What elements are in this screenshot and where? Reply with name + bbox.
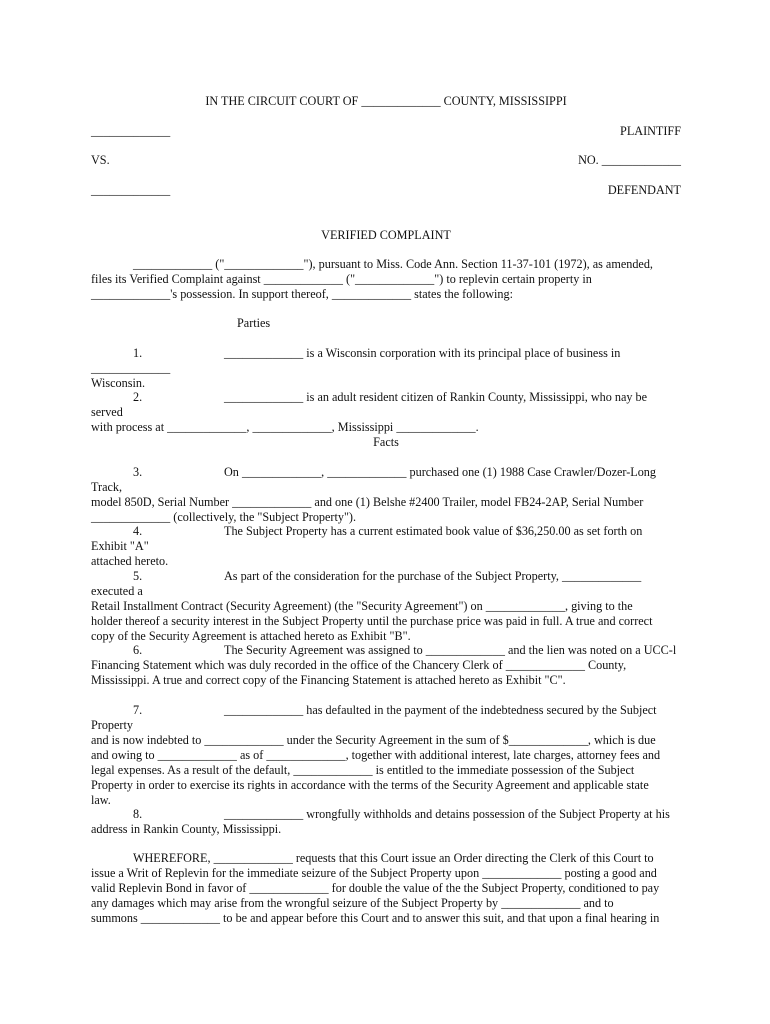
paragraph-line: copy of the Security Agreement is attached hereto as Exhibit "B". — [91, 629, 411, 643]
case-number: NO. _____________ — [578, 153, 681, 167]
intro-line: _____________ ("_____________"), pursuant to Miss. Code Ann. Section 11-37-101 (1972), as amended, — [133, 257, 653, 271]
paragraph-line: _____________ (collectively, the "Subject Property"). — [91, 510, 357, 524]
paragraph-number: 6. — [133, 643, 143, 657]
defendant-label: DEFENDANT — [607, 183, 681, 197]
paragraph-number: 2. — [133, 390, 143, 404]
paragraph-7 — [91, 703, 681, 808]
paragraph-5 — [91, 569, 681, 644]
paragraph-3 — [91, 465, 681, 525]
paragraph-8 — [91, 807, 681, 837]
paragraph-number: 3. — [133, 465, 143, 479]
paragraph-number: 4. — [133, 524, 143, 538]
defendant-name-blank: _____________ — [91, 183, 171, 197]
paragraph-line: Mississippi. A true and correct copy of the Financing Statement is attached hereto as Exhibit "C". — [91, 673, 566, 687]
vs-row — [91, 153, 681, 168]
intro-line: _____________'s possession. In support thereof, _____________ states the following: — [91, 287, 513, 301]
paragraph-line: _____________ is an adult resident citizen of Rankin County, Mississippi, who nay be served — [91, 390, 648, 419]
wherefore-line: any damages which may arise from the wrongful seizure of the Subject Property by _____________ and to — [91, 896, 614, 910]
paragraph-line: Financing Statement which was duly recorded in the office of the Chancery Clerk of _____________ County, — [91, 658, 627, 672]
paragraph-number: 5. — [133, 569, 143, 583]
paragraph-line: The Subject Property has a current estimated book value of $36,250.00 as set forth on Exhibit "A" — [91, 524, 643, 553]
paragraph-line: and owing to _____________ as of _____________, together with additional interest, late charges, attorney fees and — [91, 748, 661, 762]
paragraph-line: holder thereof a security interest in the Subject Property until the purchase price was paid in full. A true and correct — [91, 614, 653, 628]
wherefore-line: WHEREFORE, _____________ requests that this Court issue an Order directing the Clerk of this Court to — [133, 851, 654, 865]
paragraph-line: law. — [91, 793, 111, 807]
defendant-row — [91, 183, 681, 198]
court-line: IN THE CIRCUIT COURT OF _____________ COUNTY, MISSISSIPPI — [205, 94, 567, 108]
paragraph-line: attached hereto. — [91, 554, 169, 568]
vs-label: VS. — [91, 153, 110, 167]
paragraph-line: and is now indebted to _____________ under the Security Agreement in the sum of $_____________, which is due — [91, 733, 656, 747]
paragraph-number: 8. — [133, 807, 143, 821]
intro-line: files its Verified Complaint against _____________ ("_____________") to replevin certain property in — [91, 272, 592, 286]
paragraph-4 — [91, 524, 681, 569]
paragraph-line: Retail Installment Contract (Security Agreement) (the "Security Agreement") on _____________, giving to the — [91, 599, 633, 613]
intro-paragraph — [91, 257, 681, 302]
paragraph-line: On _____________, _____________ purchased one (1) 1988 Case Crawler/Dozer-Long Track, — [91, 465, 656, 494]
wherefore-clause — [91, 851, 681, 926]
plaintiff-row — [91, 124, 681, 139]
court-heading — [91, 94, 681, 109]
paragraph-line: Property in order to exercise its rights in accordance with the terms of the Security Agreement and applicable state — [91, 778, 649, 792]
paragraph-number: 7. — [133, 703, 143, 717]
paragraph-2 — [91, 390, 681, 435]
paragraph-line: Wisconsin. — [91, 376, 146, 390]
paragraph-number: 1. — [133, 346, 143, 360]
paragraph-6 — [91, 643, 681, 688]
wherefore-line: issue a Writ of Replevin for the immediate seizure of the Subject Property upon _____________ posting a good and — [91, 866, 657, 880]
paragraph-line: _____________ wrongfully withholds and detains possession of the Subject Property at his — [224, 807, 670, 821]
document-title: VERIFIED COMPLAINT — [321, 228, 451, 242]
wherefore-line: summons _____________ to be and appear before this Court and to answer this suit, and that upon a final hearing in — [91, 911, 660, 925]
wherefore-line: valid Replevin Bond in favor of _____________ for double the value of the the Subject Property, conditioned to pay — [91, 881, 660, 895]
paragraph-line: with process at _____________, _____________, Mississippi _____________. — [91, 420, 479, 434]
plaintiff-label: PLAINTIFF — [620, 124, 681, 138]
paragraph-line: The Security Agreement was assigned to _____________ and the lien was noted on a UCC-l — [224, 643, 677, 657]
paragraph-line: model 850D, Serial Number _____________ and one (1) Belshe #2400 Trailer, model FB24-2AP, Serial Number — [91, 495, 644, 509]
paragraph-line: address in Rankin County, Mississippi. — [91, 822, 282, 836]
paragraph-line: legal expenses. As a result of the default, _____________ is entitled to the immediate possession of the Subject — [91, 763, 635, 777]
paragraph-line: As part of the consideration for the purchase of the Subject Property, _____________ executed a — [91, 569, 642, 598]
parties-heading: Parties — [237, 316, 271, 330]
paragraph-line: _____________ has defaulted in the payment of the indebtedness secured by the Subject Property — [91, 703, 657, 732]
section-heading-parties — [91, 316, 681, 331]
paragraph-line: _____________ is a Wisconsin corporation with its principal place of business in _____________ — [91, 346, 621, 375]
section-heading-facts: Facts — [373, 435, 399, 449]
plaintiff-name-blank: _____________ — [91, 124, 171, 138]
paragraph-1 — [91, 346, 681, 391]
